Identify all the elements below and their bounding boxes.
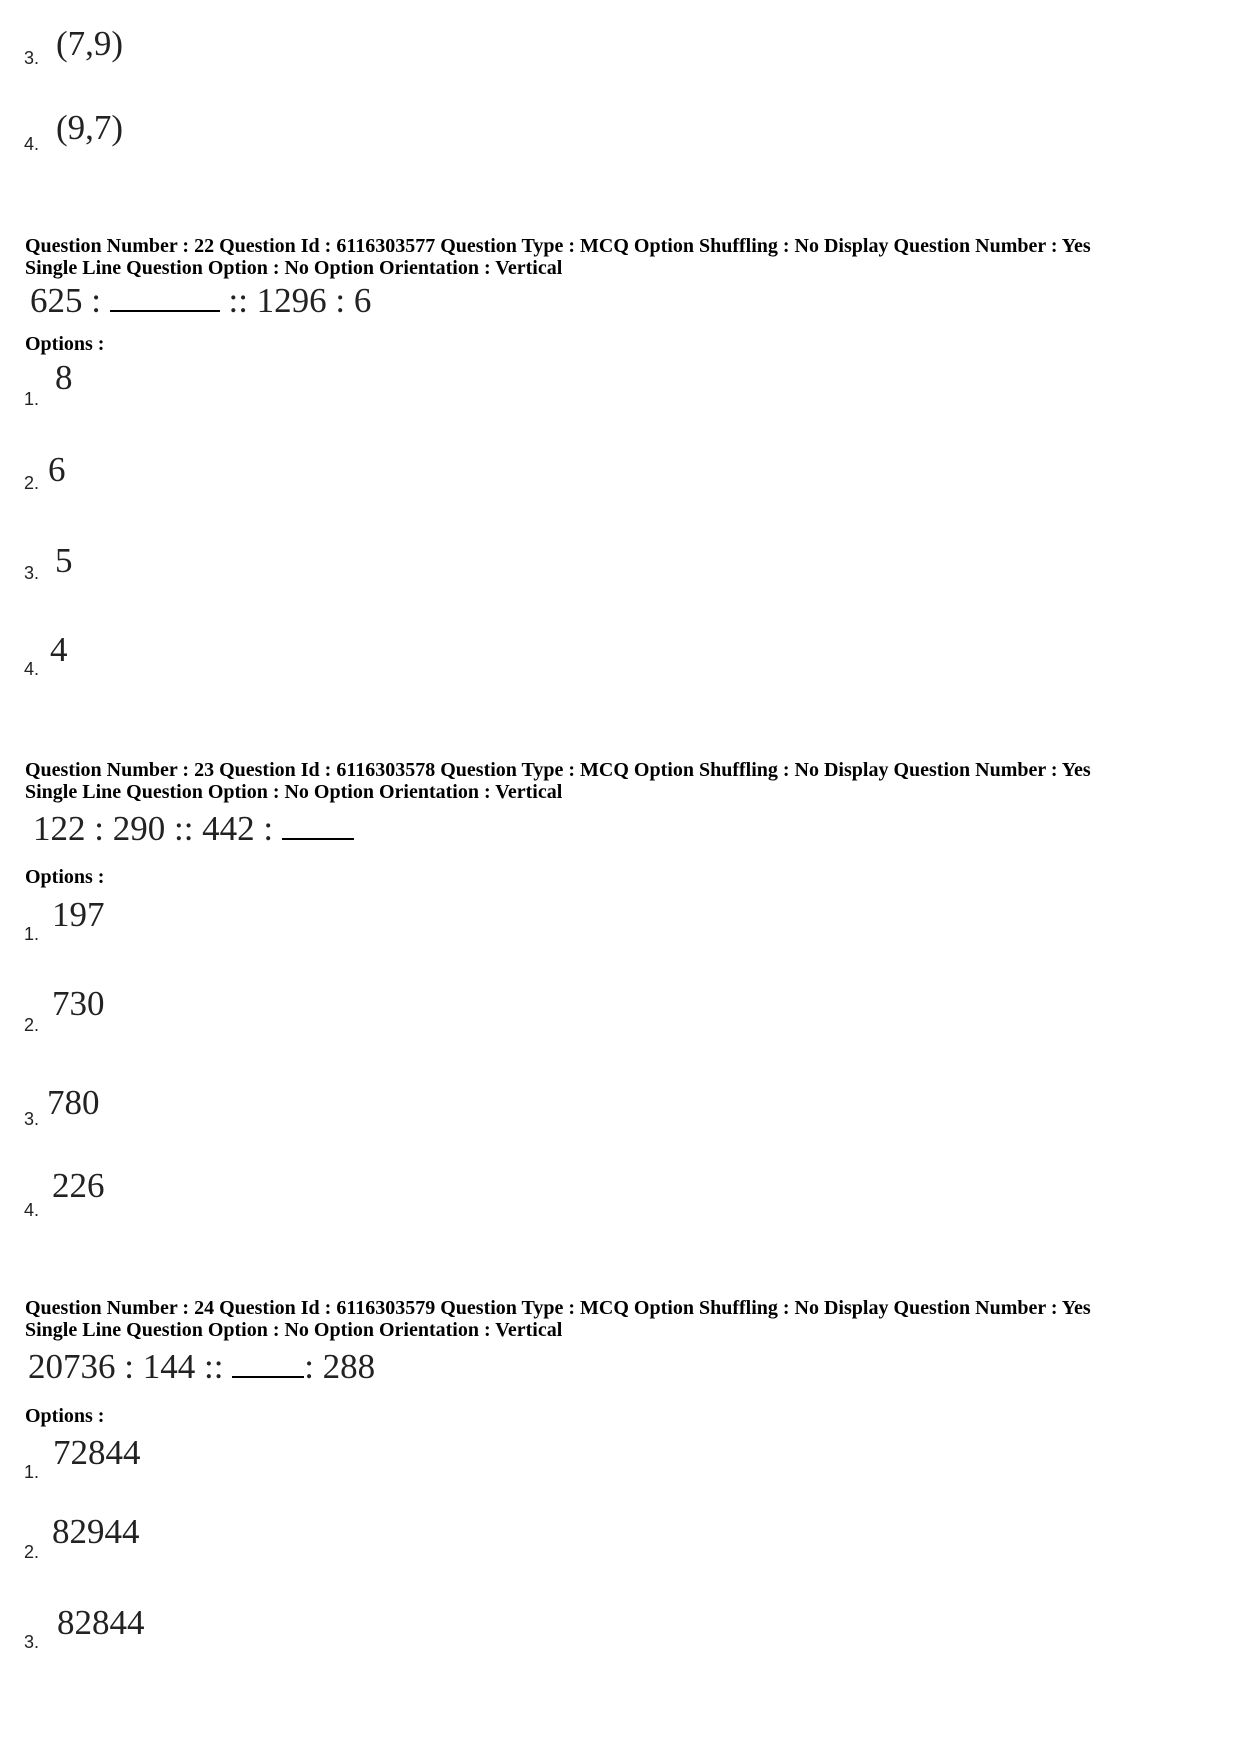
option-number: 3. bbox=[24, 1109, 40, 1129]
option-number: 4. bbox=[24, 659, 40, 679]
option-value: 4 bbox=[50, 630, 68, 669]
question-text-before: 625 : bbox=[30, 281, 110, 320]
question-22-meta bbox=[25, 235, 1091, 279]
option-number: 2. bbox=[24, 1542, 40, 1562]
question-meta-line: Single Line Question Option : No Option Orientation : Vertical bbox=[25, 1319, 563, 1341]
option-value: 226 bbox=[52, 1166, 105, 1205]
option-value: 82844 bbox=[57, 1603, 145, 1642]
option-value: 730 bbox=[52, 984, 105, 1023]
option-number: 1. bbox=[24, 389, 40, 409]
answer-blank bbox=[282, 808, 354, 840]
option-value: 82944 bbox=[52, 1512, 140, 1551]
question-text-before: 122 : 290 :: 442 : bbox=[33, 809, 282, 848]
question-24-text bbox=[28, 1346, 375, 1387]
option-number: 3. bbox=[24, 48, 40, 68]
question-23-meta bbox=[25, 759, 1091, 803]
answer-blank bbox=[110, 280, 220, 312]
question-text-before: 20736 : 144 :: bbox=[28, 1347, 233, 1386]
question-meta-line: Single Line Question Option : No Option Orientation : Vertical bbox=[25, 257, 563, 279]
option-number: 3. bbox=[24, 1632, 40, 1652]
question-23-text bbox=[33, 808, 354, 849]
option-number: 2. bbox=[24, 1015, 40, 1035]
option-value: 780 bbox=[47, 1083, 100, 1122]
option-value: (9,7) bbox=[56, 108, 124, 147]
option-value: 72844 bbox=[53, 1433, 141, 1472]
option-value: 8 bbox=[55, 358, 73, 397]
question-text-after: :: 1296 : 6 bbox=[219, 281, 372, 320]
question-meta-line: Question Number : 22 Question Id : 6116303577 Question Type : MCQ Option Shuffling : No Display Question Number : Yes bbox=[25, 235, 1091, 257]
question-24-meta bbox=[25, 1297, 1091, 1341]
option-number: 4. bbox=[24, 134, 40, 154]
option-number: 1. bbox=[24, 1462, 40, 1482]
options-label: Options : bbox=[25, 866, 105, 888]
answer-blank bbox=[232, 1346, 304, 1378]
question-22-text bbox=[30, 280, 371, 321]
option-value: 5 bbox=[55, 541, 73, 580]
option-number: 4. bbox=[24, 1200, 40, 1220]
option-number: 1. bbox=[24, 924, 40, 944]
option-value: 6 bbox=[48, 450, 66, 489]
options-label: Options : bbox=[25, 1405, 105, 1427]
question-text-after: : 288 bbox=[304, 1347, 376, 1386]
question-meta-line: Question Number : 23 Question Id : 6116303578 Question Type : MCQ Option Shuffling : No Display Question Number : Yes bbox=[25, 759, 1091, 781]
question-meta-line: Single Line Question Option : No Option Orientation : Vertical bbox=[25, 781, 563, 803]
options-label: Options : bbox=[25, 333, 105, 355]
question-meta-line: Question Number : 24 Question Id : 6116303579 Question Type : MCQ Option Shuffling : No Display Question Number : Yes bbox=[25, 1297, 1091, 1319]
option-value: (7,9) bbox=[56, 24, 124, 63]
option-number: 2. bbox=[24, 473, 40, 493]
option-number: 3. bbox=[24, 563, 40, 583]
option-value: 197 bbox=[52, 895, 105, 934]
